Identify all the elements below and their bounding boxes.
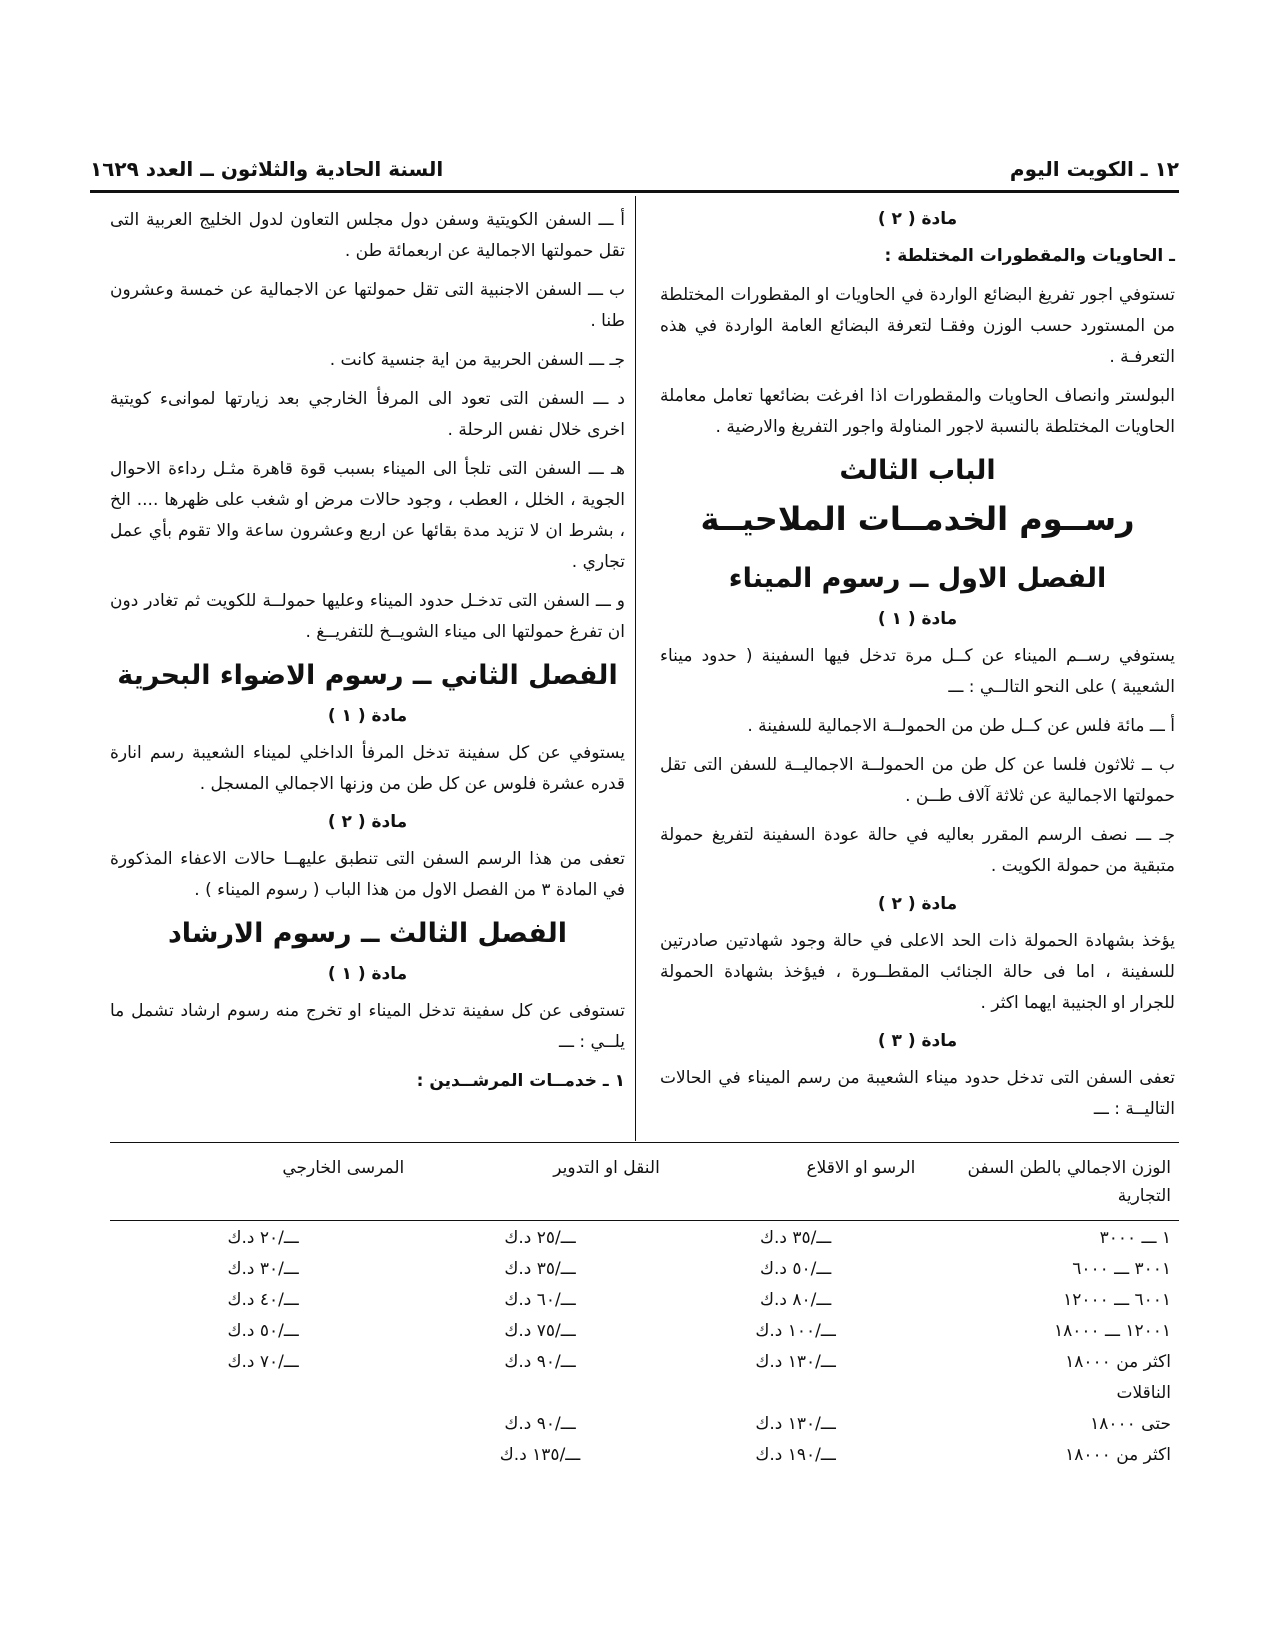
table-cell: ـــ/٣٥ د.ك [759,1227,832,1248]
article-title: مادة ( ٢ ) [877,894,958,914]
table-cell: ـــ/١٣٠ د.ك [755,1351,836,1372]
table-cell: ـــ/٢٠ د.ك [227,1227,299,1248]
table-cell: ـــ/٧٥ د.ك [504,1320,576,1341]
paragraph: تستوفي اجور تفريغ البضائع الواردة في الحاويات او المقطورات المختلطة من المستورد حسب الوزن وفقـا لتعرفة البضائع العامة الواردة في هذه التعرفـة . [660,285,1175,367]
column-divider [635,196,636,1141]
table-cell: ـــ/١٠٠ د.ك [755,1320,836,1341]
table-row [114,1253,1179,1284]
section-title: الفصل الثالث ــ رسوم الارشاد [167,918,568,949]
list-item: ب ـــ السفن الاجنبية التى تقل حمولتها عن الاجمالية عن خمسة وعشرون طنا . [110,280,625,331]
section-title: الفصل الاول ــ رسوم الميناء [728,563,1107,594]
list-item: د ـــ السفن التى تعود الى المرفأ الخارجي بعد زيارتها لموانىء كويتية اخرى خلال نفس الرحلة . [110,389,625,440]
article-title: مادة ( ٢ ) [327,812,408,832]
column-header: الوزن الاجمالي بالطن السفن التجارية [967,1158,1171,1206]
table-cell: ـــ/٤٠ د.ك [227,1289,299,1310]
paragraph: يستوفي رســم الميناء عن كــل مرة تدخل فيها السفينة ( حدود ميناء الشعيبة ) على النحو التالــي : ـــ [660,646,1175,697]
article-title: مادة ( ١ ) [327,964,408,984]
chapter-title: الباب الثالث [839,455,996,486]
header-page-name: ١٢ ـ الكويت اليوم [1009,157,1179,181]
table-cell: ٣٠٠١ ـــ ٦٠٠٠ [1072,1258,1171,1279]
header-issue: السنة الحادية والثلاثون ــ العدد ١٦٢٩ [90,157,444,181]
chapter-subtitle: رســوم الخدمــات الملاحيــة [700,500,1135,538]
table-row [114,1315,1179,1346]
table-cell: الناقلات [1116,1382,1171,1403]
table-cell: ـــ/١٣٥ د.ك [499,1444,581,1465]
paragraph: يؤخذ بشهادة الحمولة ذات الحد الاعلى في حالة وجود شهادتين صادرتين للسفينة ، اما فى حالة الجنائب المقطــورة ، فيؤخذ بشهادة الحمولة للجرار او الجنيبة ايهما اكثر . [660,931,1175,1013]
table-cell [114,1439,412,1470]
column-header: النقل او التدوير [553,1158,660,1178]
list-item: جـ ـــ نصف الرسم المقرر بعاليه في حالة عودة السفينة لتفريغ حمولة متبقية من حمولة الكويت . [660,825,1175,876]
table-cell: ـــ/٨٠ د.ك [759,1289,832,1310]
list-item: أ ـــ مائة فلس عن كــل طن من الحمولــة الاجمالية للسفينة . [747,716,1175,736]
table-row [114,1346,1179,1377]
paragraph: تعفى السفن التى تدخل حدود ميناء الشعيبة من رسم الميناء في الحالات التاليــة : ـــ [660,1068,1175,1119]
article-title: مادة ( ٣ ) [877,1031,958,1051]
table-cell: ـــ/٣٥ د.ك [504,1258,576,1279]
paragraph: تعفى من هذا الرسم السفن التى تنطبق عليهــا حالات الاعفاء المذكورة في المادة ٣ من الفصل الاول من هذا الباب ( رسوم الميناء ) . [110,849,625,900]
list-item: جـ ـــ السفن الحربية من اية جنسية كانت . [329,350,625,370]
list-item: هـ ـــ السفن التى تلجأ الى الميناء بسبب قوة قاهرة مثـل رداءة الاحوال الجوية ، الخلل ، العطب ، وجود حالات مرض او شغب على ظهرها .... الخ ، بشرط ان لا تزيد مدة بقائها عن اربع وعشرون ساعة والا تقوم بأي عمل تجاري . [110,459,625,572]
table-row [114,1408,1179,1439]
table-cell: ـــ/١٩٠ د.ك [755,1444,836,1465]
table-cell: ـــ/٧٠ د.ك [227,1351,299,1372]
table-cell: ١٢٠٠١ ـــ ١٨٠٠٠ [1053,1320,1171,1341]
left-column [110,205,625,1105]
table-cell: اكثر من ١٨٠٠٠ [1065,1444,1171,1465]
table-header-row [114,1150,1179,1222]
table-cell: ـــ/٦٠ د.ك [504,1289,576,1310]
table-cell: ـــ/٣٠ د.ك [227,1258,299,1279]
table-cell: ـــ/٢٥ د.ك [504,1227,576,1248]
list-item: و ـــ السفن التى تدخـل حدود الميناء وعليها حمولــة للكويت ثم تغادر دون ان تفرغ حمولتها الى ميناء الشويــخ للتفريــغ . [110,591,625,642]
paragraph: البولستر وانصاف الحاويات والمقطورات اذا افرغت بضائعها تعامل معاملة الحاويات المختلطة بالنسبة لاجور المناولة واجور التفريغ والارضية . [660,386,1175,437]
table-cell [114,1377,412,1408]
header-rule [90,190,1179,193]
table-cell: ـــ/٥٠ د.ك [759,1258,832,1279]
article-title: مادة ( ٢ ) [877,209,958,229]
paragraph: تستوفى عن كل سفينة تدخل الميناء او تخرج منه رسوم ارشاد تشمل ما يلــي : ـــ [110,1001,625,1052]
column-header: المرسى الخارجي [282,1158,405,1178]
table-row [114,1284,1179,1315]
subheading: ـ الحاويات والمقطورات المختلطة : [884,246,1175,266]
table-cell: حتى ١٨٠٠٠ [1090,1413,1171,1434]
table-cell [114,1408,412,1439]
article-title: مادة ( ١ ) [877,609,958,629]
table-cell [668,1377,924,1408]
table-cell: ـــ/٩٠ د.ك [504,1351,576,1372]
table-cell: اكثر من ١٨٠٠٠ [1065,1351,1171,1372]
table-row [114,1222,1179,1253]
table-cell: ٦٠٠١ ـــ ١٢٠٠٠ [1063,1289,1171,1310]
table-cell: ـــ/٩٠ د.ك [504,1413,576,1434]
page-header [90,157,1179,185]
subheading: ١ ـ خدمــات المرشــدين : [416,1071,625,1091]
table-row [114,1439,1179,1470]
article-title: مادة ( ١ ) [327,706,408,726]
table-cell: ـــ/١٣٠ د.ك [755,1413,836,1434]
paragraph: يستوفي عن كل سفينة تدخل المرفأ الداخلي لميناء الشعيبة رسم انارة قدره عشرة فلوس عن كل طن من وزنها الاجمالي المسجل . [110,743,625,794]
table-top-rule [110,1142,1179,1143]
table-cell: ـــ/٥٠ د.ك [227,1320,299,1341]
column-header: الرسو او الاقلاع [806,1158,916,1178]
table-row [114,1377,1179,1408]
right-column [660,205,1175,1133]
table-cell: ١ ـــ ٣٠٠٠ [1099,1227,1171,1248]
pilotage-fees-table [114,1150,1179,1470]
list-item: ب ــ ثلاثون فلسا عن كل طن من الحمولــة الاجماليــة للسفن التى تقل حمولتها الاجمالية عن ثلاثة آلاف طــن . [660,755,1175,806]
section-title: الفصل الثاني ــ رسوم الاضواء البحرية [117,660,618,691]
table-cell [412,1377,668,1408]
list-item: أ ـــ السفن الكويتية وسفن دول مجلس التعاون لدول الخليج العربية التى تقل حمولتها الاجمالية عن اربعمائة طن . [110,210,625,261]
